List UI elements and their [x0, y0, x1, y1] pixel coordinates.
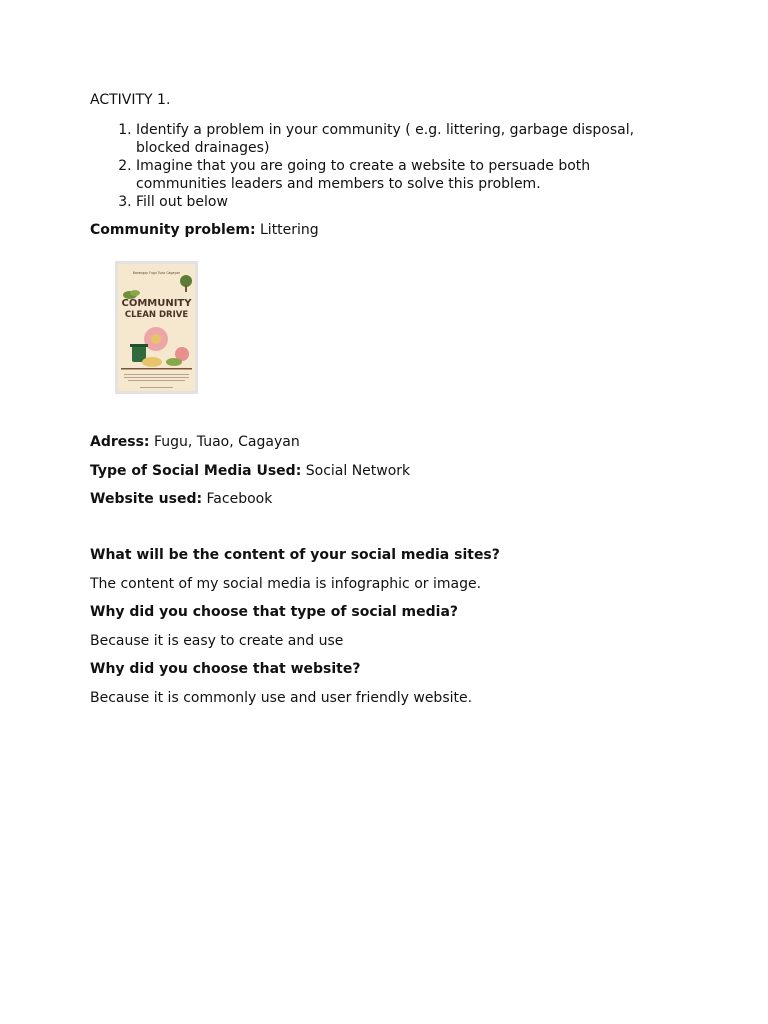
social-media-type-label: Type of Social Media Used:: [90, 463, 302, 479]
poster-canvas: [118, 264, 195, 391]
answer-content: The content of my social media is infographic or image.: [90, 576, 482, 592]
address-value: Fugu, Tuao, Cagayan: [153, 434, 300, 450]
website-row: [90, 490, 650, 508]
instruction-step-1: 1. Identify a problem in your community ( e.g. littering, garbage disposal, blocked drainages): [136, 121, 650, 157]
poster-artwork: [118, 264, 195, 391]
tree-icon: [180, 275, 192, 292]
answer-website: Because it is commonly use and user friendly website.: [90, 690, 473, 706]
activity-title: ACTIVITY 1.: [90, 92, 171, 108]
clean-drive-poster-image: [115, 261, 198, 394]
address-label: Adress:: [90, 434, 150, 450]
flower-icon: [144, 327, 189, 361]
poster-header: Barangay Fugu Tuao Cagayan: [132, 271, 181, 275]
document-body: [90, 91, 650, 707]
social-media-type-row: [90, 462, 650, 480]
instruction-list: [90, 121, 650, 211]
website-value: Facebook: [206, 491, 273, 507]
community-problem-label: Community problem:: [90, 222, 256, 238]
address-row: [90, 433, 650, 451]
website-label: Website used:: [90, 491, 203, 507]
answer-social-media-type: Because it is easy to create and use: [90, 633, 344, 649]
poster-title-line1: COMMUNITY: [121, 298, 192, 309]
instruction-step-3: 3. Fill out below: [136, 193, 650, 211]
social-media-type-value: Social Network: [305, 463, 411, 479]
question-content: What will be the content of your social media sites?: [90, 547, 500, 563]
community-problem-value: Littering: [260, 222, 319, 238]
question-social-media-type: Why did you choose that type of social media?: [90, 604, 459, 620]
instruction-step-2: 2. Imagine that you are going to create a website to persuade both communities leaders and members to solve this problem.: [136, 157, 650, 193]
community-problem-row: [90, 221, 650, 239]
question-website: Why did you choose that website?: [90, 661, 361, 677]
poster-title-line2: CLEAN DRIVE: [124, 310, 189, 320]
